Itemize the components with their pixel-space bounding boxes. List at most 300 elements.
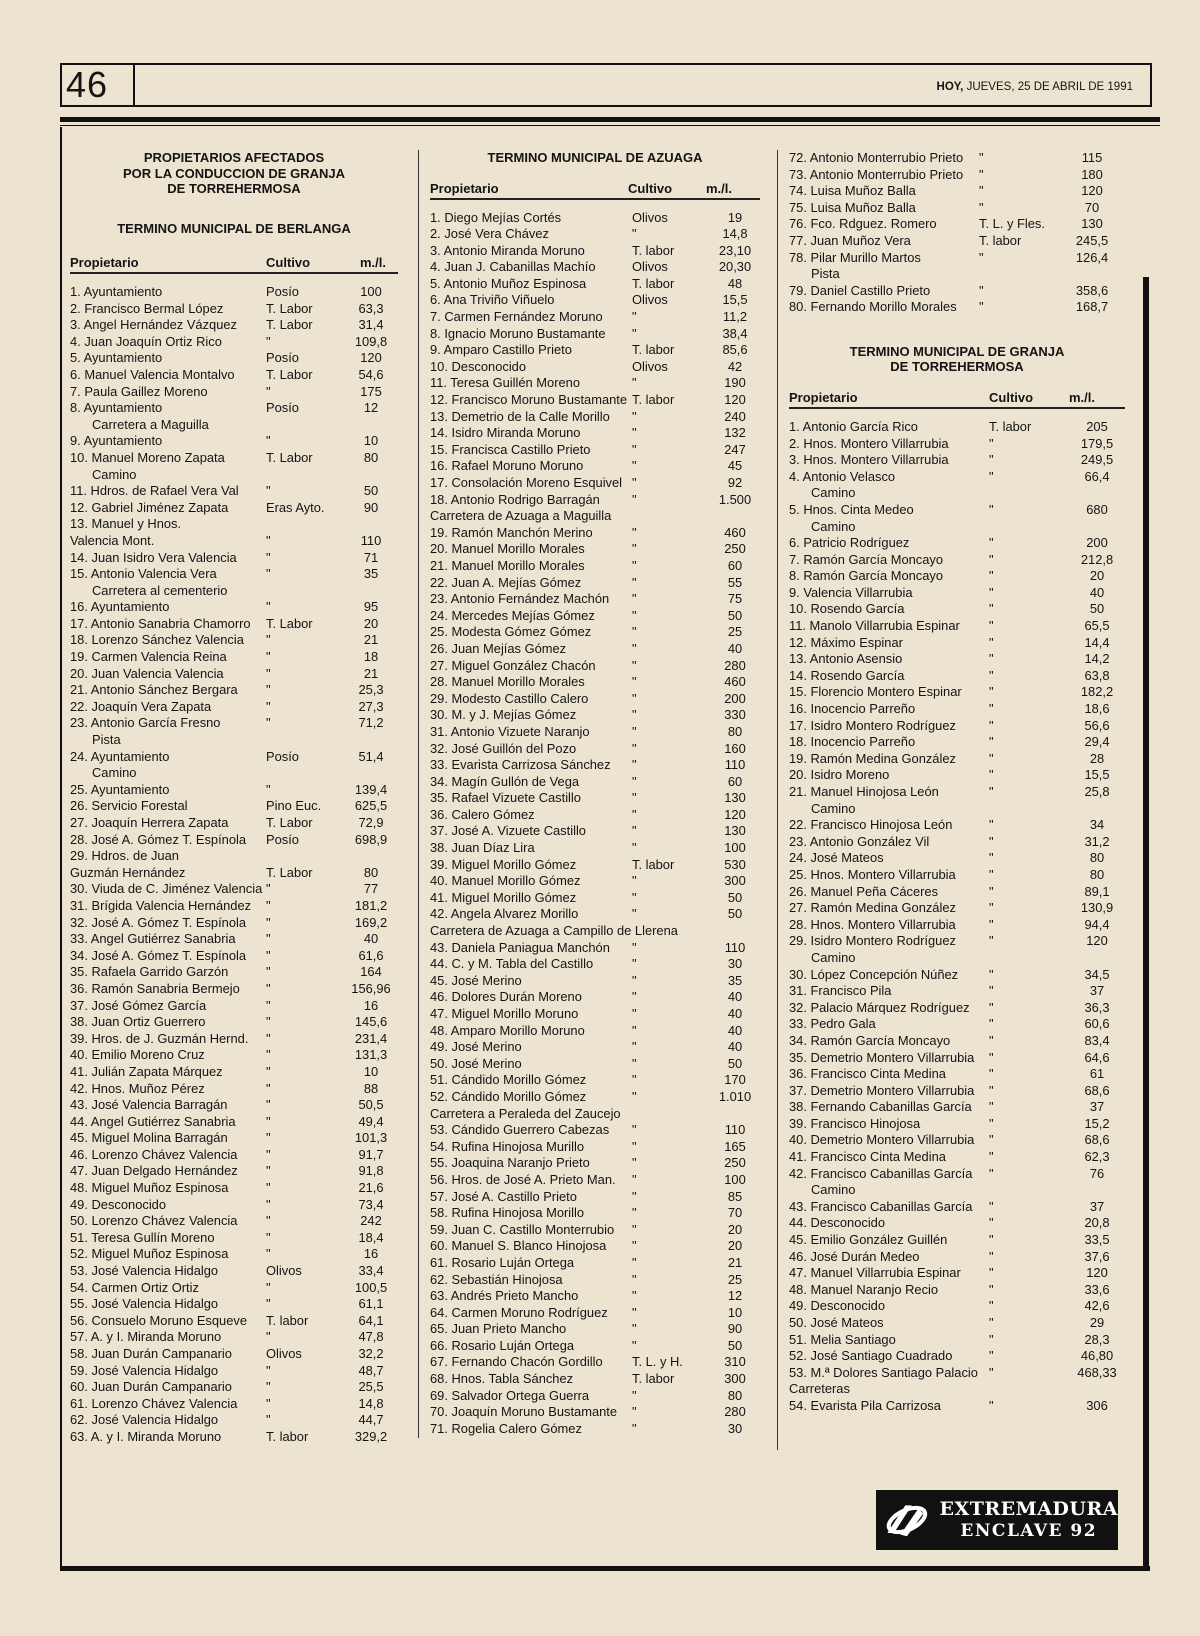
owner-name: 26. Manuel Peña Cáceres [789, 883, 939, 899]
table-row [430, 425, 760, 442]
length-value [710, 1106, 760, 1123]
length-value: 31,4 [358, 317, 384, 333]
crop-type [989, 1381, 1069, 1398]
length-value: 70 [727, 1205, 743, 1221]
crop-type: " [632, 956, 637, 972]
crop-type: " [632, 1039, 637, 1055]
crop-type: " [632, 1337, 637, 1353]
length-value: 18,4 [358, 1229, 384, 1245]
owner-name: 73. Antonio Monterrubio Prieto [789, 166, 964, 182]
owner-name: 54. Evarista Pila Carrizosa [789, 1397, 941, 1413]
owner-name: Carretera de Azuaga a Campillo de Llerena [430, 923, 678, 939]
owner-name: 33. Angel Gutiérrez Sanabria [70, 931, 236, 947]
owner-name: 36. Francisco Cinta Medina [789, 1066, 946, 1082]
owner-name: 57. José A. Castillo Prieto [430, 1188, 577, 1204]
owner-name: 5. Hnos. Cinta Medeo [789, 501, 914, 517]
owner-name: 17. Consolación Moreno Esquivel [430, 475, 623, 490]
table-row [70, 1180, 398, 1197]
owner-name: 41. Francisco Cinta Medina [789, 1149, 946, 1165]
owner-name: 46. José Durán Medeo [789, 1248, 920, 1264]
length-value: 29 [1089, 1315, 1105, 1330]
table-row [430, 1222, 760, 1239]
owner-name: 10. Desconocido [430, 358, 527, 374]
length-value: 250 [724, 1155, 746, 1171]
length-value: 33,4 [358, 1263, 384, 1279]
owner-name: Guzmán Hernández [70, 864, 186, 880]
crop-type: " [989, 667, 994, 683]
length-value: 100,5 [354, 1279, 388, 1295]
length-value: 21 [363, 665, 379, 681]
owner-name: 51. Cándido Morillo Gómez [430, 1072, 587, 1088]
crop-type: " [632, 657, 637, 673]
owner-name: 16. Rafael Moruno Moruno [430, 458, 584, 474]
table-row [789, 283, 1125, 300]
table-row [70, 301, 398, 318]
owner-name: 40. Demetrio Montero Villarrubia [789, 1132, 975, 1148]
crop-type: " [266, 1080, 271, 1096]
crop-type: " [989, 1248, 994, 1264]
owner-name: 62. José Valencia Hidalgo [70, 1412, 219, 1428]
table-row [430, 1305, 760, 1322]
crop-type [632, 1106, 710, 1123]
crop-type: Olivos [632, 358, 668, 374]
owner-name: 39. Francisco Hinojosa [789, 1115, 921, 1131]
crop-type: " [989, 966, 994, 982]
owner-name: 29. Modesto Castillo Calero [430, 690, 589, 706]
table-row [70, 599, 398, 616]
crop-type: " [632, 1138, 637, 1154]
crop-type: " [266, 1379, 271, 1395]
table-row [430, 1255, 760, 1272]
length-value: 34,5 [1084, 966, 1110, 982]
crop-type: " [632, 723, 637, 739]
owner-name: 22. Juan A. Mejías Gómez [430, 574, 582, 590]
length-value [1069, 519, 1125, 536]
length-value: 40 [727, 1022, 743, 1038]
table-row [789, 967, 1125, 984]
owner-name: 1. Diego Mejías Cortés [430, 209, 562, 225]
table-row [789, 817, 1125, 834]
crop-type: " [632, 690, 637, 706]
crop-type: " [632, 607, 637, 623]
table-row [789, 917, 1125, 934]
table-row [70, 384, 398, 401]
table-row [70, 400, 398, 417]
crop-type: " [632, 1321, 637, 1337]
crop-type: " [979, 282, 984, 298]
owner-name: 70. Joaquín Moruno Bustamante [430, 1404, 618, 1420]
owner-name: 55. José Valencia Hidalgo [70, 1296, 219, 1312]
table-row [430, 823, 760, 840]
crop-type: " [989, 734, 994, 750]
table-row [430, 973, 760, 990]
owner-name: 55. Joaquina Naranjo Prieto [430, 1155, 590, 1171]
owner-name: 37. Demetrio Montero Villarrubia [789, 1082, 975, 1098]
table-row [70, 1296, 398, 1313]
length-value: 71,2 [358, 715, 384, 731]
owner-name: 28. Hnos. Montero Villarrubia [789, 916, 956, 932]
owner-name: 10. Rosendo García [789, 601, 905, 617]
crop-type: " [266, 682, 271, 698]
length-value: 85 [727, 1188, 743, 1204]
length-value [1069, 1381, 1125, 1398]
owner-name: 59. Juan C. Castillo Monterrubio [430, 1221, 615, 1237]
crop-type: " [979, 199, 984, 215]
length-value: 50 [727, 607, 743, 623]
table-row [789, 1016, 1125, 1033]
length-value: 33,6 [1084, 1281, 1110, 1297]
crop-type: " [632, 557, 637, 573]
crop-type [266, 417, 344, 434]
table-row [789, 452, 1125, 469]
crop-type [266, 467, 344, 484]
crop-type: " [632, 773, 637, 789]
owner-name: 31. Brígida Valencia Hernández [70, 897, 252, 913]
owner-name: 49. José Merino [430, 1039, 522, 1055]
table-row [70, 1114, 398, 1131]
length-value: 18 [363, 649, 379, 665]
length-value: 76 [1089, 1165, 1105, 1181]
owner-name: 45. Emilio González Guillén [789, 1232, 948, 1248]
crop-type: " [266, 1113, 271, 1129]
owner-name: 28. Manuel Morillo Morales [430, 674, 585, 690]
length-value: 80 [363, 449, 379, 465]
owner-name: Carreteras [789, 1381, 850, 1397]
length-value: 63,8 [1084, 667, 1110, 683]
crop-type: " [989, 1165, 994, 1181]
crop-type: T. labor [632, 856, 675, 872]
length-value: 64,1 [358, 1312, 384, 1328]
owner-name: 32. Palacio Márquez Rodríguez [789, 999, 970, 1015]
length-value: 180 [1081, 166, 1103, 182]
length-value: 100 [360, 284, 382, 299]
table-row [789, 1166, 1125, 1183]
owner-name: 30. Viuda de C. Jiménez Valencia [70, 881, 263, 897]
crop-type: " [989, 1397, 994, 1413]
length-value: 205 [1086, 418, 1108, 434]
length-value: 240 [724, 408, 746, 424]
owner-name: Pista [811, 266, 840, 282]
length-value: 25 [727, 624, 743, 640]
length-value: 61,6 [358, 947, 384, 963]
length-value: 130 [724, 823, 746, 839]
table-row [430, 857, 760, 874]
owner-name: 51. Melia Santiago [789, 1331, 896, 1347]
owner-name: 80. Fernando Morillo Morales [789, 299, 957, 315]
length-value: 37,6 [1084, 1248, 1110, 1264]
owner-name: Carretera de Azuaga a Maguilla [430, 508, 612, 524]
crop-type: " [632, 375, 637, 391]
crop-type [989, 801, 1069, 818]
length-value: 132 [724, 425, 746, 441]
crop-type: " [632, 989, 637, 1005]
table-row [789, 585, 1125, 602]
table-row [789, 668, 1125, 685]
crop-type: " [989, 468, 994, 484]
table-row [430, 774, 760, 791]
crop-type: " [266, 881, 271, 897]
crop-type: " [632, 1288, 637, 1304]
crop-type: " [989, 784, 994, 799]
owner-name: 12. Gabriel Jiménez Zapata [70, 499, 229, 515]
owner-name: 18. Inocencio Parreño [789, 734, 916, 750]
table-row [70, 964, 398, 981]
table-row [430, 409, 760, 426]
crop-type: " [989, 916, 994, 932]
table-row [430, 292, 760, 309]
length-value: 80 [1089, 866, 1105, 882]
crop-type: " [632, 1420, 637, 1436]
owner-name: Carretera al cementerio [92, 582, 228, 598]
table-row [70, 583, 398, 600]
table-row [430, 591, 760, 608]
table-row [430, 375, 760, 392]
crop-type: T. Labor [266, 615, 313, 631]
table-row [789, 1298, 1125, 1315]
length-value: 280 [724, 657, 746, 673]
table-row [70, 1064, 398, 1081]
table-row [789, 884, 1125, 901]
header-propietario: Propietario [430, 180, 499, 196]
table-row [789, 701, 1125, 718]
table-row [430, 1106, 760, 1123]
crop-type: " [266, 1047, 271, 1063]
table-row [70, 550, 398, 567]
owner-name: 28. José A. Gómez T. Espínola [70, 831, 247, 847]
length-value: 83,4 [1084, 1032, 1110, 1048]
owner-name: 48. Manuel Naranjo Recio [789, 1281, 939, 1297]
length-value: 110 [360, 532, 382, 548]
crop-type: " [266, 1097, 271, 1113]
table-row [430, 259, 760, 276]
crop-type: " [979, 183, 984, 199]
crop-type: " [266, 1213, 271, 1229]
crop-type: " [632, 1072, 637, 1088]
length-value: 329,2 [354, 1428, 388, 1444]
table-row [430, 741, 760, 758]
table-row [70, 616, 398, 633]
crop-type: T. labor [989, 418, 1032, 434]
owner-name: 33. Evarista Carrizosa Sánchez [430, 757, 611, 773]
owner-name: 49. Desconocido [789, 1298, 886, 1314]
crop-type: Pino Euc. [266, 798, 322, 814]
length-value: 23,10 [718, 242, 752, 258]
crop-type: " [266, 1063, 271, 1079]
table-row [70, 948, 398, 965]
crop-type: " [632, 475, 637, 490]
length-value: 85,6 [722, 342, 748, 358]
length-value: 625,5 [354, 798, 388, 814]
length-value: 40 [727, 1039, 743, 1055]
table-row [789, 950, 1125, 967]
owner-name: Valencia Mont. [70, 532, 155, 548]
table-row [789, 734, 1125, 751]
crop-type: " [632, 491, 637, 507]
section-title-line: DE TORREHERMOSA [890, 359, 1024, 375]
owner-name: 3. Hnos. Montero Villarrubia [789, 452, 949, 468]
crop-type: " [632, 1254, 637, 1270]
length-value: 245,5 [1075, 232, 1109, 248]
length-value: 131,3 [354, 1047, 388, 1063]
crop-type: " [632, 1205, 637, 1221]
owner-name: 15. Francisca Castillo Prieto [430, 441, 591, 457]
length-value: 48,7 [358, 1362, 384, 1378]
owner-name: 52. Miguel Muñoz Espinosa [70, 1246, 229, 1262]
length-value: 698,9 [354, 831, 388, 847]
crop-type: " [632, 873, 637, 889]
length-value: 14,8 [358, 1395, 384, 1411]
length-value: 231,4 [354, 1030, 388, 1046]
table-row [430, 210, 760, 227]
table-row [430, 1023, 760, 1040]
length-value: 25,3 [358, 682, 384, 698]
length-value [1069, 485, 1125, 502]
length-value: 25 [727, 1271, 743, 1287]
owner-name: 75. Luisa Muñoz Balla [789, 199, 916, 215]
section-title-granja [789, 344, 1125, 375]
length-value: 18,6 [1084, 701, 1110, 717]
length-value: 16 [363, 1246, 379, 1262]
length-value: 62,3 [1084, 1149, 1110, 1165]
crop-type: T. Labor [266, 300, 313, 316]
frame-right-border [1143, 277, 1149, 1571]
crop-type: " [989, 601, 994, 617]
table-row [70, 815, 398, 832]
table-row [430, 624, 760, 641]
logo-line-2: ENCLAVE 92 [960, 1521, 1098, 1541]
owner-name: 59. José Valencia Hidalgo [70, 1362, 219, 1378]
length-value: 680 [1086, 501, 1108, 517]
crop-type: " [266, 1246, 271, 1262]
owner-name: 11. Teresa Guillén Moreno [430, 375, 580, 391]
length-value: 330 [724, 707, 746, 723]
length-value: 89,1 [1084, 883, 1110, 899]
table-row [789, 1232, 1125, 1249]
owner-name: 67. Fernando Chacón Gordillo [430, 1354, 603, 1370]
length-value: 200 [1086, 535, 1108, 551]
owner-name: Pista [92, 732, 121, 748]
crop-type: " [266, 383, 271, 399]
length-value: 169,2 [354, 914, 388, 930]
table-row [789, 1066, 1125, 1083]
table-row [70, 732, 398, 749]
table-row [70, 1396, 398, 1413]
owner-name: 65. Juan Prieto Mancho [430, 1321, 567, 1337]
table-row [70, 450, 398, 467]
newspaper-name: HOY, [936, 81, 964, 93]
owner-name: 66. Rosario Luján Ortega [430, 1337, 575, 1353]
crop-type: " [266, 715, 271, 731]
crop-type [266, 732, 344, 749]
crop-type [266, 583, 344, 600]
length-value: 40 [727, 640, 743, 656]
table-row [430, 226, 760, 243]
owner-name: 27. Joaquín Herrera Zapata [70, 815, 229, 830]
owner-name: 19. Ramón Manchón Merino [430, 524, 593, 540]
crop-type: " [632, 325, 637, 341]
length-value: 54,6 [358, 366, 384, 382]
crop-type [266, 516, 344, 533]
table-row [430, 475, 760, 492]
table-row [430, 1338, 760, 1355]
length-value: 14,8 [722, 226, 748, 242]
crop-type: " [266, 599, 271, 615]
header-ml: m./l. [359, 255, 386, 270]
crop-type: " [632, 1238, 637, 1254]
crop-type: " [989, 933, 994, 949]
owner-name: Camino [811, 485, 856, 501]
crop-type: " [632, 1171, 637, 1187]
length-value: 15,5 [1084, 767, 1110, 783]
length-value: 80 [727, 1387, 743, 1403]
owner-name: 60. Manuel S. Blanco Hinojosa [430, 1238, 607, 1254]
length-value: 200 [724, 690, 746, 706]
owner-name: 40. Manuel Morillo Gómez [430, 873, 581, 889]
length-value: 11,2 [722, 309, 748, 325]
length-value [344, 765, 398, 782]
length-value: 460 [724, 524, 746, 540]
length-value: 120 [1086, 1265, 1108, 1281]
owner-name: 20. Manuel Morillo Morales [430, 541, 585, 557]
date-text: JUEVES, 25 DE ABRIL DE 1991 [966, 81, 1133, 93]
owner-name: 37. José A. Vizuete Castillo [430, 823, 586, 839]
table-row [789, 751, 1125, 768]
owner-name: 53. M.ª Dolores Santiago Palacio [789, 1364, 978, 1380]
length-value: 182,2 [1080, 684, 1114, 700]
crop-type: " [632, 1055, 637, 1071]
table-row [70, 566, 398, 583]
length-value: 15,2 [1084, 1115, 1110, 1131]
column-azuaga [430, 150, 760, 1437]
owner-name: 38. Juan Ortiz Guerrero [70, 1014, 206, 1030]
table-row [789, 299, 1125, 316]
table-row [430, 309, 760, 326]
length-value: 50 [727, 1055, 743, 1071]
table-row [70, 417, 398, 434]
owner-name: 77. Juan Muñoz Vera [789, 232, 911, 248]
crop-type: " [632, 591, 637, 607]
table-row [70, 699, 398, 716]
length-value: 47,8 [358, 1329, 384, 1345]
crop-type: " [266, 1395, 271, 1411]
table-row [789, 601, 1125, 618]
owner-name: 47. Miguel Morillo Moruno [430, 1006, 579, 1021]
table-row [70, 749, 398, 766]
crop-type: " [266, 931, 271, 947]
table-row [430, 1371, 760, 1388]
owner-name: Camino [811, 949, 856, 965]
length-value: 40 [727, 1006, 743, 1021]
crop-type: " [989, 584, 994, 600]
length-value [344, 583, 398, 600]
length-value: 14,4 [1084, 634, 1110, 650]
crop-type: " [632, 425, 637, 441]
table-row [430, 956, 760, 973]
owner-name: 44. Desconocido [789, 1215, 886, 1231]
length-value: 33,5 [1084, 1232, 1110, 1248]
crop-type: " [989, 651, 994, 667]
table-row [430, 807, 760, 824]
table-row [430, 492, 760, 509]
owner-name: 22. Joaquín Vera Zapata [70, 698, 212, 714]
length-value: 16 [363, 997, 379, 1013]
table-row [789, 1365, 1125, 1382]
table-row [430, 691, 760, 708]
crop-type: " [266, 1163, 271, 1179]
crop-type: " [989, 701, 994, 717]
length-value [1069, 1182, 1125, 1199]
table-row [430, 1205, 760, 1222]
